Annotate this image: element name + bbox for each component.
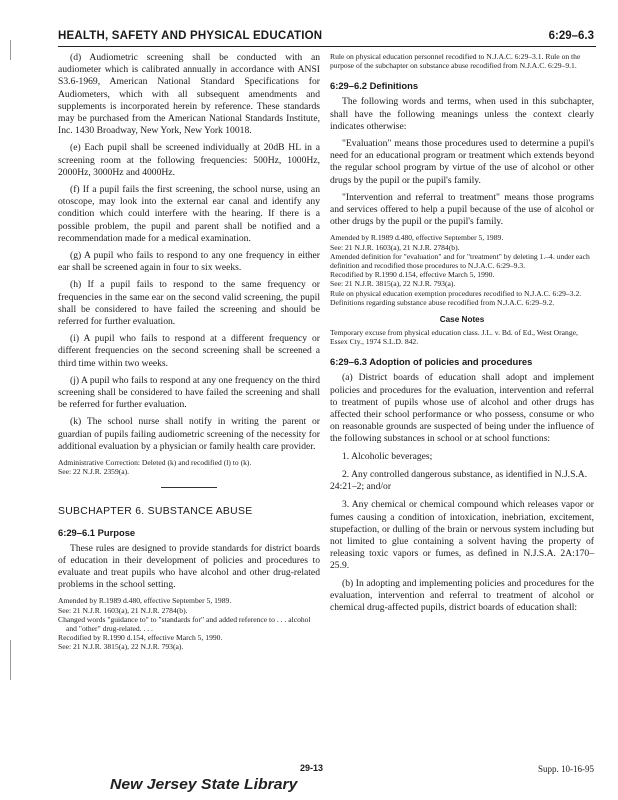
admin-note-line: See: 22 N.J.R. 2359(a). [58,467,130,477]
adoption-heading: 6:29–6.3 Adoption of policies and procedures [330,356,533,368]
definitions-history [330,233,594,307]
history-line: See: 21 N.J.R. 1603(a), 21 N.J.R. 2784(b). [58,605,188,615]
definitions-heading: 6:29–6.2 Definitions [330,80,419,92]
case-notes-heading: Case Notes [439,315,485,325]
page-number: 29-13 [300,763,324,773]
history-line: See: 21 N.J.R. 3815(a), 22 N.J.R. 793(a). [330,279,456,289]
history-line: Recodified by R.1990 d.154, effective March 5, 1990. [58,633,223,643]
history-line: Amended by R.1989 d.480, effective September 5, 1989. [330,233,504,243]
left-column [58,52,320,657]
definition-intervention: "Intervention and referral to treatment" means those programs and services offered to help a pupil because of the use of alcohol or other drugs by the pupil or the pupil's family. [330,191,594,228]
top-note: Rule on physical education personnel recodified to N.J.A.C. 6:29–3.1. Rule on the purpose of the subchapter on substance abuse recodified from N.J.A.C. 6:29–9.1. [330,52,581,71]
margin-line [10,640,11,680]
administrative-note [58,458,320,476]
running-header-title: HEALTH, SAFETY AND PHYSICAL EDUCATION [58,30,323,42]
section-divider [161,487,217,488]
purpose-text: These rules are designed to provide standards for district boards of education in their development of policies and procedures to evaluate and treat pupils who have alcohol and other drug-related problems in the school setting. [58,542,320,591]
supplement-date: Supp. 10-16-95 [538,764,594,774]
history-line: Recodified by R.1990 d.154, effective March 5, 1990. [330,270,495,280]
list-item: 1. Alcoholic beverages; [342,450,433,462]
history-line: Rule on physical education exemption procedures recodified to N.J.A.C. 6:29–3.2. [330,288,582,298]
purpose-heading: 6:29–6.1 Purpose [58,526,136,538]
subchapter-title: SUBCHAPTER 6. SUBSTANCE ABUSE [58,505,253,517]
paragraph-j: (j) A pupil who fails to respond at any one frequency on the third screening shall be considered to have failed the screening and shall be referred for further evaluation. [58,374,320,411]
history-line: Changed words "guidance to" to "standards for" and added reference to . . . alcohol and "other" drug-related. . . . [58,614,311,633]
list-item: 3. Any chemical or chemical compound which releases vapor or fumes causing a condition of intoxication, inebriation, excitement, stupefaction, or dulling of the brain or nervous system including but not limited to glue containing a solvent having the property of releasing toxic vapors or fumes, as defined in N.J.S.A. 2A:170–25.9. [330,499,594,572]
case-note: Temporary excuse from physical education class. J.L. v. Bd. of Ed., West Orange, Essex Cty., 1974 S.L.D. 842. [330,328,578,347]
margin-line [10,40,11,60]
paragraph-g: (g) A pupil who fails to respond to any one frequency in either ear shall be screened again in four to six weeks. [58,250,320,274]
adoption-paragraph-b: (b) In adopting and implementing policies and procedures for the evaluation, intervention and referral to treatment of alcohol or chemical drug-affected pupils, district boards of education shall: [330,577,594,613]
history-line: See: 21 N.J.R. 1603(a), 21 N.J.R. 2784(b). [330,242,460,252]
header-rule [58,46,596,47]
adoption-paragraph-a: (a) District boards of education shall adopt and implement policies and procedures for the evaluation, intervention and referral to treatment of pupils whose use of alcohol and other drugs has affected their school performance or who possess, consume or who on reasonable grounds are suspected of being under the influence of the following substances in school or at school functions: [330,372,594,445]
running-header-section: 6:29–6.3 [548,30,594,42]
right-column [330,52,594,619]
history-line: Definitions regarding substance abuse recodified from N.J.A.C. 6:29–9.2. [330,297,555,307]
list-item: 2. Any controlled dangerous substance, as identified in N.J.S.A. 24:21–2; and/or [330,468,588,493]
history-line: See: 21 N.J.R. 3815(a), 22 N.J.R. 793(a). [58,642,184,652]
definitions-intro: The following words and terms, when used in this subchapter, shall have the following meanings unless the context clearly indicates otherwise: [330,96,594,132]
admin-note-line: Administrative Correction: Deleted (k) and recodified (l) to (k). [58,458,252,468]
paragraph-f: (f) If a pupil fails the first screening, the school nurse, using an otoscope, may look into the external ear canal and identify any condition which could interfere with the hearing. If there is a possible problem, the pupil and parent shall be notified and a recommendation made for a medical examination. [58,184,320,244]
paragraph-e: (e) Each pupil shall be screened individually at 20dB HL in a screening room at the following frequencies: 500Hz, 1000Hz, 2000Hz, 3000Hz and 4000Hz. [58,142,320,178]
paragraph-i: (i) A pupil who fails to respond at a different frequency or different frequencies on the second screening shall be screened a third time within two weeks. [58,333,320,369]
library-stamp: New Jersey State Library [110,776,298,793]
definition-evaluation: "Evaluation" means those procedures used to determine a pupil's need for an educational program or treatment which extends beyond the regular school program by virtue of the use of alcohol or other drugs by the pupil or the pupil's family. [330,138,594,186]
paragraph-k: (k) The school nurse shall notify in writing the parent or guardian of pupils failing audiometric screening of the necessity for additional evaluation by a physician or family health care provider. [58,416,320,452]
history-line: Amended definition for "evaluation" and for "treatment" by deleting 1.–4. under each definition and recodified those procedures to N.J.A.C. 6:29–9.3. [330,251,590,271]
paragraph-h: (h) If a pupil fails to respond to the same frequency or frequencies in the same ear on the second valid screening, the pupil shall be considered to have failed the screening and should be referred for further evaluation. [58,279,320,328]
paragraph-d: (d) Audiometric screening shall be conducted with an audiometer which is calibrated annually in accordance with ANSI S3.6-1969, American National Standard Specifications for Audiometers, which with all subsequent amendments and supplements is incorporated herein by reference. These standards may be purchased from the American National Standards Institute, Inc. 1430 Broadway, New York, New York 10018. [58,52,320,137]
history-line: Amended by R.1989 d.480, effective September 5, 1989. [58,596,232,606]
purpose-history [58,596,320,651]
